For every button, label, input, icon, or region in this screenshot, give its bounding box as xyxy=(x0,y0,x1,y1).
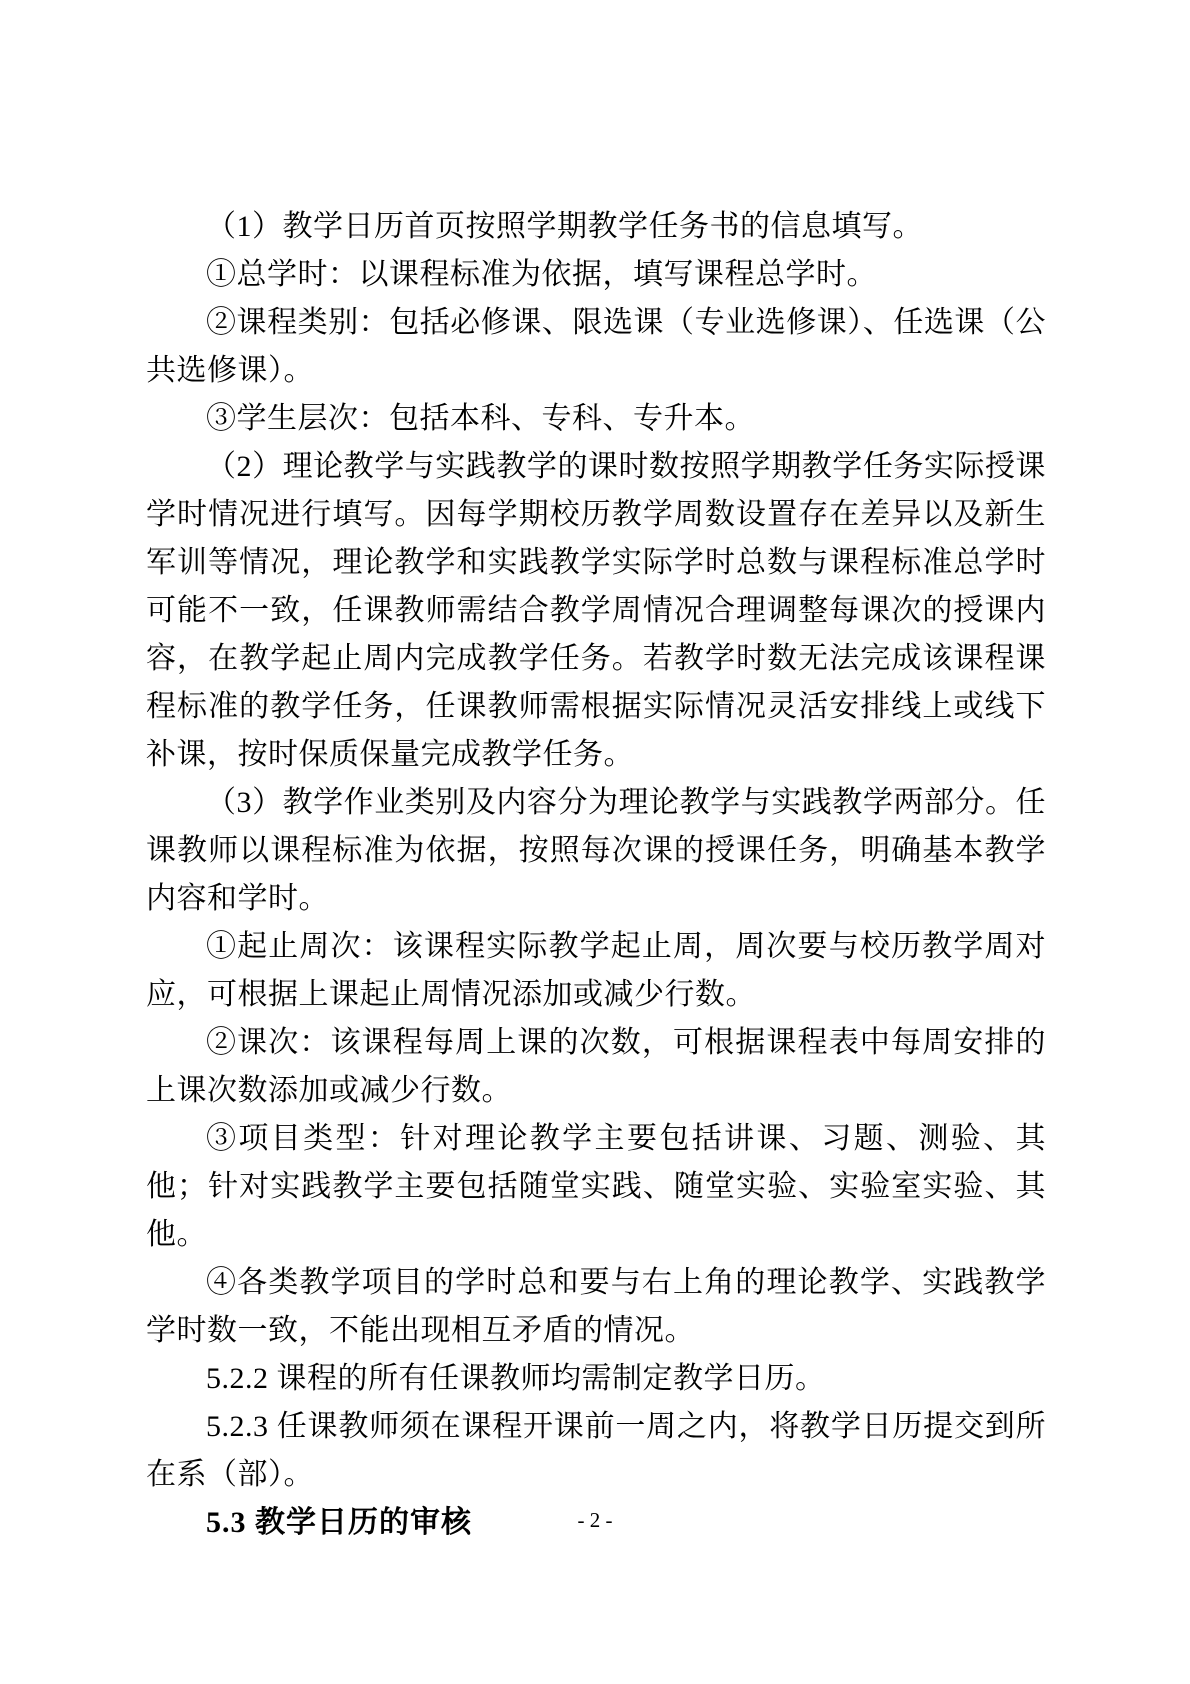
page-number: - 2 - xyxy=(577,1508,613,1532)
page-footer xyxy=(0,1506,1190,1534)
paragraph: ③学生层次：包括本科、专科、专升本。 xyxy=(206,402,755,435)
paragraph: ④各类教学项目的学时总和要与右上角的理论教学、实践教学学时数一致，不能出现相互矛盾的情况。 xyxy=(146,1266,1046,1347)
paragraph: 5.2.3 任课教师须在课程开课前一周之内，将教学日历提交到所在系（部）。 xyxy=(146,1410,1046,1491)
paragraph: （1）教学日历首页按照学期教学任务书的信息填写。 xyxy=(206,210,923,243)
document-body xyxy=(146,203,1046,1547)
paragraph: ①起止周次：该课程实际教学起止周，周次要与校历教学周对应，可根据上课起止周情况添加或减少行数。 xyxy=(146,930,1046,1011)
paragraph: ①总学时：以课程标准为依据，填写课程总学时。 xyxy=(206,258,877,291)
paragraph: ②课程类别：包括必修课、限选课（专业选修课）、任选课（公共选修课）。 xyxy=(146,306,1046,387)
paragraph: （2）理论教学与实践教学的课时数按照学期教学任务实际授课学时情况进行填写。因每学期校历教学周数设置存在差异以及新生军训等情况，理论教学和实践教学实际学时总数与课程标准总学时可能不一致，任课教师需结合教学周情况合理调整每课次的授课内容，在教学起止周内完成教学任务。若教学时数无法完成该课程课程标准的教学任务，任课教师需根据实际情况灵活安排线上或线下补课，按时保质保量完成教学任务。 xyxy=(146,450,1046,771)
paragraph: ③项目类型：针对理论教学主要包括讲课、习题、测验、其他；针对实践教学主要包括随堂实践、随堂实验、实验室实验、其他。 xyxy=(146,1122,1046,1251)
paragraph: （3）教学作业类别及内容分为理论教学与实践教学两部分。任课教师以课程标准为依据，按照每次课的授课任务，明确基本教学内容和学时。 xyxy=(146,786,1046,915)
section-heading: 5.3 教学日历的审核 xyxy=(206,1506,472,1539)
paragraph: 5.2.2 课程的所有任课教师均需制定教学日历。 xyxy=(206,1362,826,1395)
paragraph: ②课次：该课程每周上课的次数，可根据课程表中每周安排的上课次数添加或减少行数。 xyxy=(146,1026,1046,1107)
